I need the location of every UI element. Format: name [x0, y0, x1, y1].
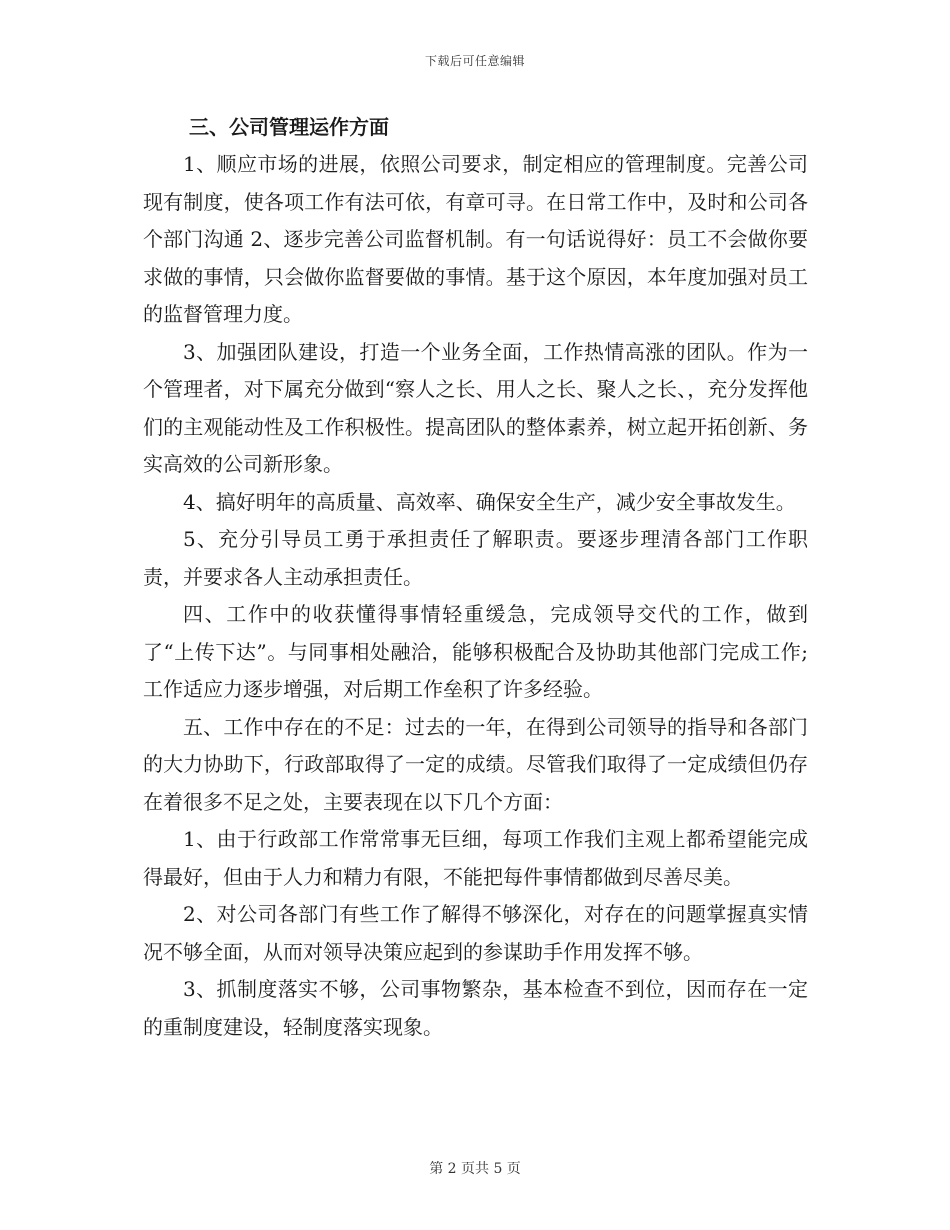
paragraph-4: 5、充分引导员工勇于承担责任了解职责。要逐步理清各部门工作职责，并要求各人主动承担责任。 — [143, 527, 808, 589]
paragraph-3: 4、搞好明年的高质量、高效率、确保安全生产，减少安全事故发生。 — [183, 489, 796, 514]
page-header: 下载后可任意编辑 — [424, 54, 525, 68]
paragraph-5: 四、工作中的收获懂得事情轻重缓急，完成领导交代的工作，做到了“上传下达”。与同事相处融洽，能够积极配合及协助其他部门完成工作;工作适应力逐步增强，对后期工作垒积了许多经验。 — [143, 602, 808, 701]
section-heading: 三、公司管理运作方面 — [189, 115, 389, 139]
paragraph-1: 1、顺应市场的进展，依照公司要求，制定相应的管理制度。完善公司现有制度，使各项工作有法可依，有章可寻。在日常工作中，及时和公司各个部门沟通 2、逐步完善公司监督机制。有一句话说得好：员工不会做你要求做的事情，只会做你监督要做的事情。基于这个原因，本年度加强对员工的监督管理力度。 — [143, 152, 808, 326]
page-footer: 第 2 页共 5 页 — [429, 1161, 521, 1177]
paragraph-9: 3、抓制度落实不够，公司事物繁杂，基本检查不到位，因而存在一定的重制度建设，轻制度落实现象。 — [143, 977, 808, 1039]
document-body — [143, 108, 808, 1046]
paragraph-7: 1、由于行政部工作常常事无巨细，每项工作我们主观上都希望能完成得最好，但由于人力和精力有限，不能把每件事情都做到尽善尽美。 — [143, 827, 808, 889]
paragraph-8: 2、对公司各部门有些工作了解得不够深化，对存在的问题掌握真实情况不够全面，从而对领导决策应起到的参谋助手作用发挥不够。 — [143, 902, 808, 964]
paragraph-2: 3、加强团队建设，打造一个业务全面，工作热情高涨的团队。作为一个管理者，对下属充分做到“察人之长、用人之长、聚人之长、，充分发挥他们的主观能动性及工作积极性。提高团队的整体素养，树立起开拓创新、务实高效的公司新形象。 — [143, 339, 808, 476]
paragraph-6: 五、工作中存在的不足：过去的一年，在得到公司领导的指导和各部门的大力协助下，行政部取得了一定的成绩。尽管我们取得了一定成绩但仍存在着很多不足之处，主要表现在以下几个方面： — [143, 714, 808, 814]
